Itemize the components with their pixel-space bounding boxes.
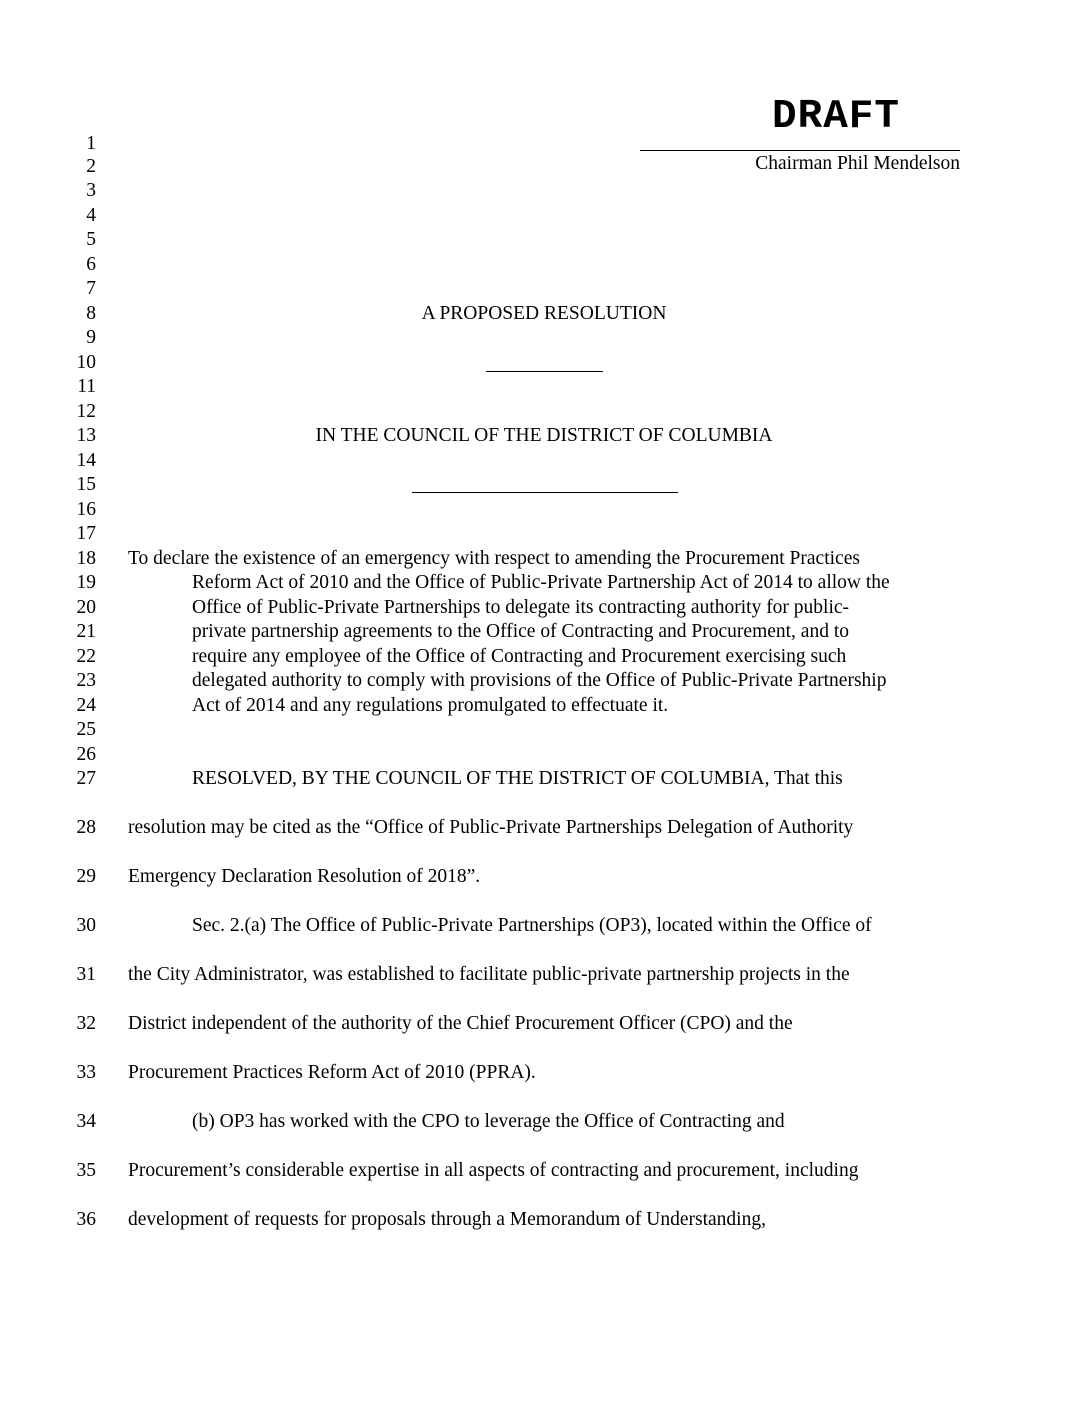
line-number: 29: [76, 866, 96, 887]
line-number: 7: [86, 278, 96, 299]
line-number: 33: [76, 1062, 96, 1083]
long-title-line: To declare the existence of an emergency with respect to amending the Procurement Practices: [128, 548, 860, 569]
line-number: 3: [86, 180, 96, 201]
council-heading: IN THE COUNCIL OF THE DISTRICT OF COLUMBIA: [315, 425, 773, 446]
body-line: Sec. 2.(a) The Office of Public-Private Partnerships (OP3), located within the Office of: [192, 915, 872, 936]
line-number: 18: [76, 548, 96, 569]
long-title-line: Act of 2014 and any regulations promulgated to effectuate it.: [192, 695, 669, 716]
line-number: 20: [76, 597, 96, 618]
line-number: 32: [76, 1013, 96, 1034]
line-number: 23: [76, 670, 96, 691]
draft-watermark: DRAFT: [772, 94, 901, 140]
line-number: 22: [76, 646, 96, 667]
line-number: 19: [76, 572, 96, 593]
line-number: 30: [76, 915, 96, 936]
line-number: 24: [76, 695, 96, 716]
body-line: District independent of the authority of the Chief Procurement Officer (CPO) and the: [128, 1013, 793, 1034]
line-number: 17: [76, 523, 96, 544]
body-line: (b) OP3 has worked with the CPO to leverage the Office of Contracting and: [192, 1111, 785, 1132]
line-number: 27: [76, 768, 96, 789]
line-number: 35: [76, 1160, 96, 1181]
line-number: 6: [86, 254, 96, 275]
line-number: 2: [86, 156, 96, 177]
line-number: 25: [76, 719, 96, 740]
long-title-line: private partnership agreements to the Office of Contracting and Procurement, and to: [192, 621, 850, 642]
line-number: 36: [76, 1209, 96, 1230]
long-rule: [412, 492, 678, 493]
line-number: 4: [86, 205, 96, 226]
line-number: 14: [76, 450, 96, 471]
line-number: 1: [86, 133, 96, 154]
line-number: 21: [76, 621, 96, 642]
line-number: 26: [76, 744, 96, 765]
body-line: Procurement Practices Reform Act of 2010 (PPRA).: [128, 1062, 536, 1083]
line-number: 11: [77, 376, 96, 397]
body-line: resolution may be cited as the “Office of Public-Private Partnerships Delegation of Authority: [128, 817, 854, 838]
line-number: 12: [76, 401, 96, 422]
signature-line: [640, 150, 960, 151]
short-rule: [486, 371, 603, 372]
body-line: development of requests for proposals through a Memorandum of Understanding,: [128, 1209, 766, 1230]
line-number: 5: [86, 229, 96, 250]
long-title-line: Reform Act of 2010 and the Office of Public-Private Partnership Act of 2014 to allow the: [192, 572, 890, 593]
line-number: 31: [76, 964, 96, 985]
body-line: Emergency Declaration Resolution of 2018”.: [128, 866, 481, 887]
line-number: 9: [86, 327, 96, 348]
line-number: 10: [76, 352, 96, 373]
line-number: 8: [86, 303, 96, 324]
line-number: 15: [76, 474, 96, 495]
long-title-line: delegated authority to comply with provisions of the Office of Public-Private Partnership: [192, 670, 887, 691]
line-number: 28: [76, 817, 96, 838]
long-title-line: require any employee of the Office of Contracting and Procurement exercising such: [192, 646, 847, 667]
line-number: 34: [76, 1111, 96, 1132]
sponsor-name: Chairman Phil Mendelson: [755, 153, 960, 174]
long-title-line: Office of Public-Private Partnerships to delegate its contracting authority for public-: [192, 597, 850, 618]
body-line: the City Administrator, was established to facilitate public-private partnership projects in the: [128, 964, 850, 985]
line-number: 13: [76, 425, 96, 446]
resolution-heading: A PROPOSED RESOLUTION: [421, 303, 667, 324]
body-line: Procurement’s considerable expertise in all aspects of contracting and procurement, including: [128, 1160, 859, 1181]
body-line: RESOLVED, BY THE COUNCIL OF THE DISTRICT OF COLUMBIA, That this: [192, 768, 843, 789]
line-number: 16: [76, 499, 96, 520]
